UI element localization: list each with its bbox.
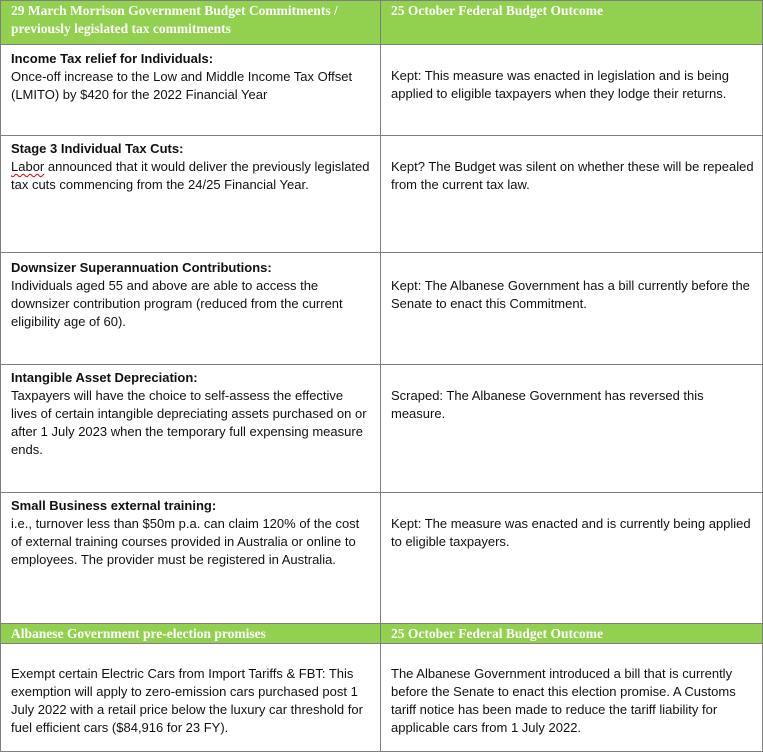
outcome-cell: Kept: This measure was enacted in legislation and is being applied to eligible taxpayers when they lodge their returns. bbox=[381, 45, 763, 136]
table-row bbox=[1, 644, 763, 752]
header-left-cell: 29 March Morrison Government Budget Commitments / previously legislated tax commitments bbox=[1, 1, 381, 45]
section-header-left-cell: Albanese Government pre-election promises bbox=[1, 624, 381, 644]
outcome-cell: The Albanese Government introduced a bill that is currently before the Senate to enact this election promise. A Customs tariff notice has been made to reduce the tariff liability for applicable cars from 1 July 2022. bbox=[381, 644, 763, 752]
section-header-right-cell: 25 October Federal Budget Outcome bbox=[381, 624, 763, 644]
outcome-cell: Kept: The measure was enacted and is currently being applied to eligible taxpayers. bbox=[381, 493, 763, 624]
header-right-cell: 25 October Federal Budget Outcome bbox=[381, 1, 763, 45]
commitment-body: Taxpayers will have the choice to self-assess the effective lives of certain intangible depreciating assets purchased on or after 1 July 2023 when the temporary full expensing measure ends. bbox=[11, 388, 367, 457]
commitment-title: Stage 3 Individual Tax Cuts: bbox=[11, 141, 184, 156]
table-row bbox=[1, 365, 763, 493]
table-row bbox=[1, 136, 763, 253]
commitment-title: Downsizer Superannuation Contributions: bbox=[11, 260, 272, 275]
table-row bbox=[1, 45, 763, 136]
section-header-row bbox=[1, 624, 763, 644]
commitment-title: Income Tax relief for Individuals: bbox=[11, 51, 214, 66]
promise-cell: Exempt certain Electric Cars from Import Tariffs & FBT: This exemption will apply to zero-emission cars purchased post 1 July 2022 with a retail price below the luxury car threshold for fuel efficient cars ($84,916 for 23 FY). bbox=[1, 644, 381, 752]
outcome-cell: Scraped: The Albanese Government has reversed this measure. bbox=[381, 365, 763, 493]
commitment-body: i.e., turnover less than $50m p.a. can claim 120% of the cost of external training courses provided in Australia or online to employees. The provider must be registered in Australia. bbox=[11, 516, 360, 567]
commitment-body-text: announced that it would deliver the previously legislated tax cuts commencing from the 24/25 Financial Year. bbox=[11, 159, 370, 192]
table-header-row bbox=[1, 1, 763, 45]
commitment-title: Small Business external training: bbox=[11, 498, 217, 513]
outcome-cell: Kept? The Budget was silent on whether these will be repealed from the current tax law. bbox=[381, 136, 763, 253]
commitment-cell bbox=[1, 136, 381, 253]
commitment-body: Individuals aged 55 and above are able to access the downsizer contribution program (reduced from the current eligibility age of 60). bbox=[11, 278, 343, 329]
table-row bbox=[1, 253, 763, 365]
outcome-cell: Kept: The Albanese Government has a bill currently before the Senate to enact this Commitment. bbox=[381, 253, 763, 365]
commitment-cell bbox=[1, 365, 381, 493]
table-row bbox=[1, 493, 763, 624]
commitment-body: Once-off increase to the Low and Middle Income Tax Offset (LMITO) by $420 for the 2022 Financial Year bbox=[11, 69, 353, 102]
commitment-cell bbox=[1, 45, 381, 136]
commitment-cell bbox=[1, 253, 381, 365]
spellcheck-flagged-word: Labor bbox=[11, 159, 45, 174]
commitment-title: Intangible Asset Depreciation: bbox=[11, 370, 198, 385]
commitment-cell bbox=[1, 493, 381, 624]
commitment-body bbox=[11, 158, 372, 194]
